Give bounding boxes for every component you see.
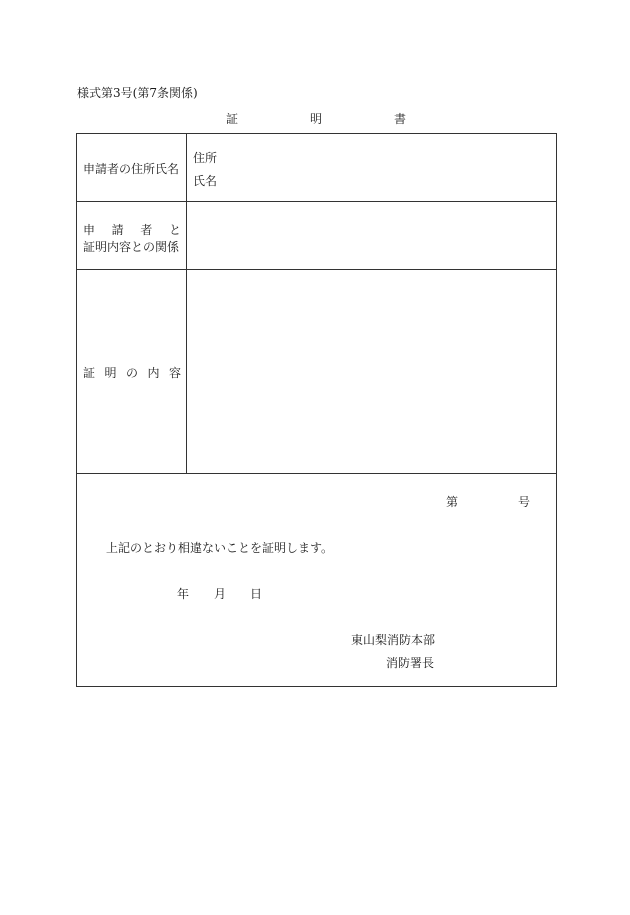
content-label-char: 内 xyxy=(147,366,160,380)
relationship-value-cell[interactable] xyxy=(187,202,556,269)
date-month: 月 xyxy=(214,587,227,601)
relationship-label-char: 請 xyxy=(111,223,124,237)
content-label-char: 容 xyxy=(168,366,181,380)
content-label-cell xyxy=(77,270,187,473)
cert-number-prefix: 第 xyxy=(446,495,459,509)
relationship-label-char: と xyxy=(168,223,181,237)
content-label-char: 証 xyxy=(83,366,96,380)
applicant-row xyxy=(77,134,556,202)
document-title xyxy=(0,110,630,126)
date-day: 日 xyxy=(250,587,263,601)
relationship-label-char: 者 xyxy=(140,223,153,237)
content-label-char: 明 xyxy=(104,366,117,380)
form-table xyxy=(76,133,557,687)
relationship-label-cell xyxy=(77,202,187,269)
content-value-cell[interactable] xyxy=(187,270,556,473)
certification-block xyxy=(77,474,556,686)
applicant-label: 申請者の住所氏名 xyxy=(83,162,180,176)
address-label: 住所 xyxy=(193,151,218,165)
content-row xyxy=(77,270,556,474)
title-char-1: 証 xyxy=(226,112,239,126)
date-year: 年 xyxy=(177,587,190,601)
form-number: 様式第3号(第7条関係) xyxy=(77,86,198,100)
applicant-value-cell[interactable] xyxy=(187,134,556,201)
title-char-2: 明 xyxy=(310,112,323,126)
relationship-label-line2: 証明内容との関係 xyxy=(83,240,180,254)
cert-statement: 上記のとおり相違ないことを証明します。 xyxy=(106,541,334,555)
issuer-title: 消防署長 xyxy=(386,656,435,670)
relationship-row xyxy=(77,202,556,270)
title-char-3: 書 xyxy=(394,112,407,126)
applicant-label-cell xyxy=(77,134,187,201)
name-label: 氏名 xyxy=(193,174,218,188)
issuer-organization: 東山梨消防本部 xyxy=(351,633,436,647)
relationship-label-char: 申 xyxy=(83,223,96,237)
content-label-char: の xyxy=(125,366,138,380)
cert-number-suffix: 号 xyxy=(518,495,531,509)
relationship-label-line1 xyxy=(83,221,181,238)
content-label xyxy=(83,364,181,381)
